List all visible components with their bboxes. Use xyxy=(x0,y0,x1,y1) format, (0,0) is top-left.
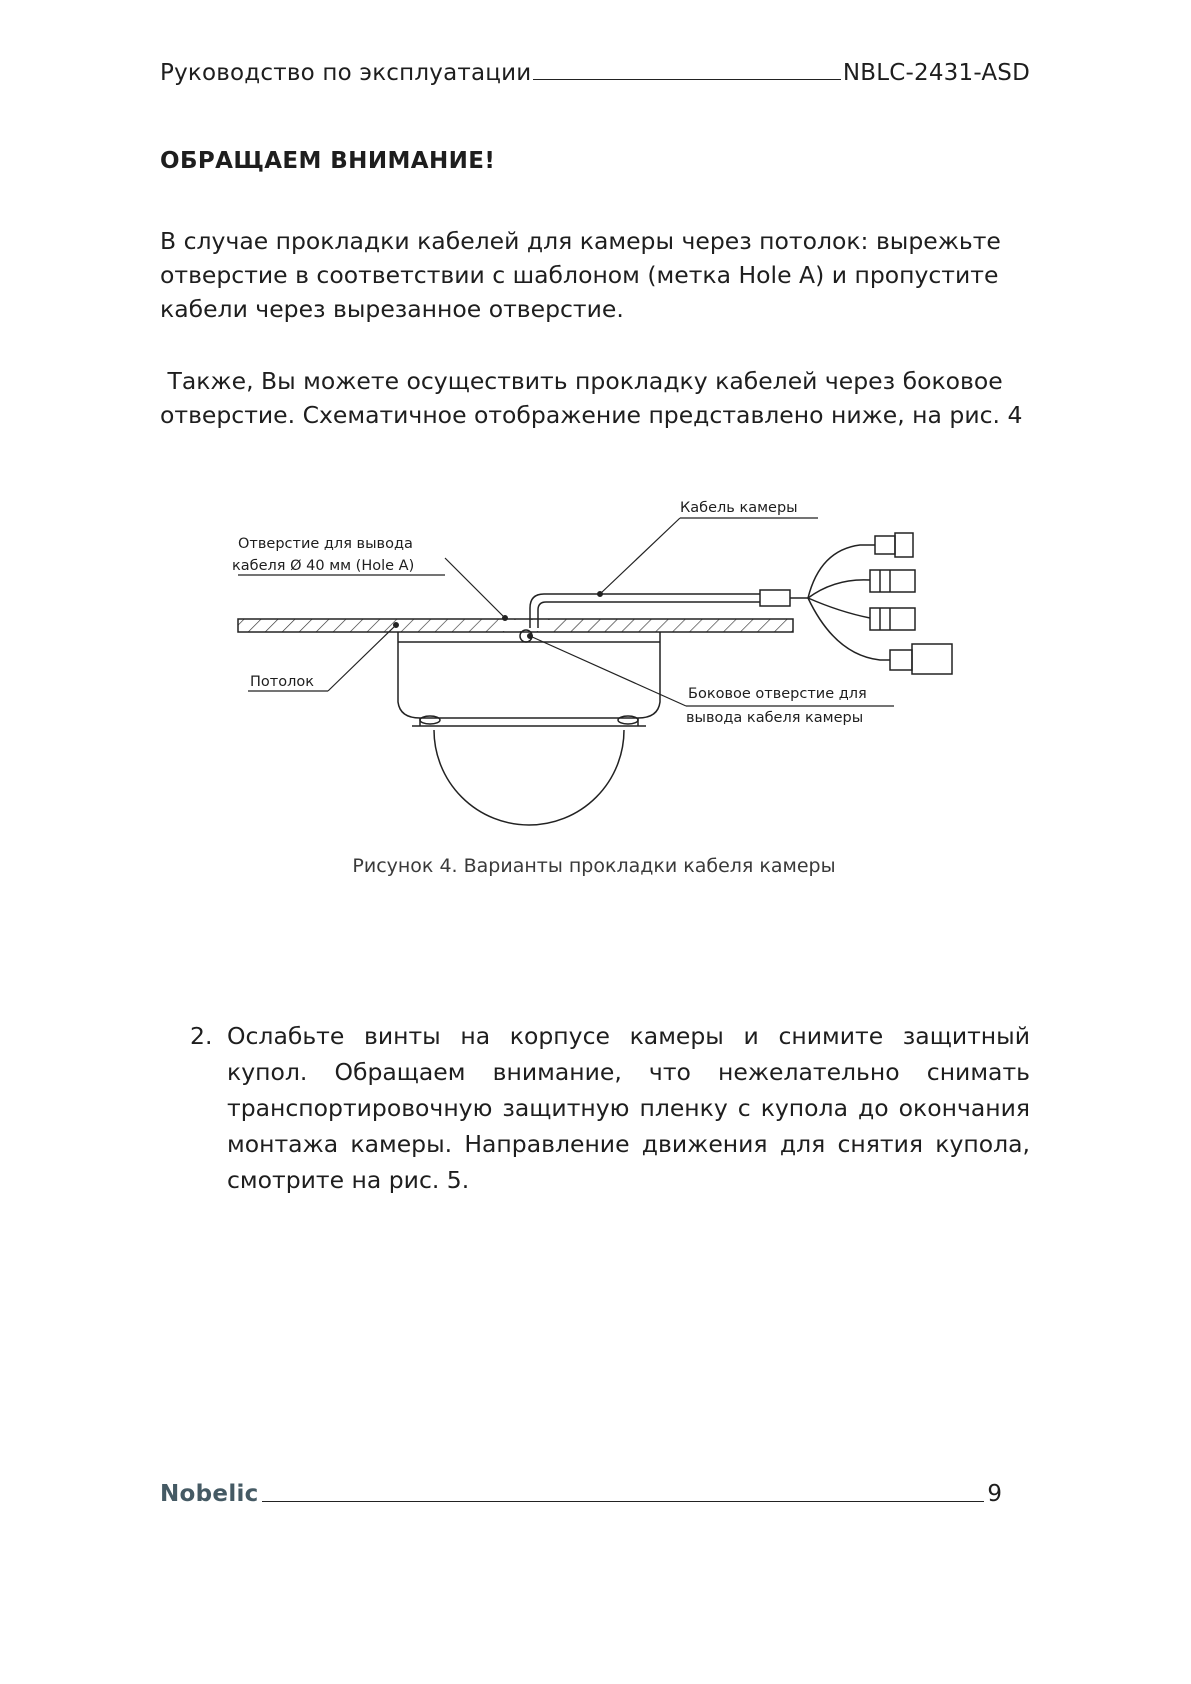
label-side-line1: Боковое отверстие для xyxy=(688,686,867,702)
manual-title: Руководство по эксплуатации xyxy=(160,60,532,86)
label-camera-cable: Кабель камеры xyxy=(680,500,798,516)
cable-routing-diagram xyxy=(220,490,980,840)
notice-title: ОБРАЩАЕМ ВНИМАНИЕ! xyxy=(160,148,496,174)
ceiling-slab xyxy=(238,619,793,632)
notice-paragraph-1: В случае прокладки кабелей для камеры через потолок: вырежьте отверстие в соответствии с шаблоном (метка Hole A) и пропустите кабели через вырезанное отверстие. xyxy=(160,227,1001,323)
step-number: 2. xyxy=(190,1022,213,1050)
label-ceiling: Потолок xyxy=(250,674,314,690)
camera-dome xyxy=(434,730,624,825)
camera-body xyxy=(398,632,660,726)
footer-rule xyxy=(262,1501,985,1502)
label-hole-line2: кабеля Ø 40 мм (Hole A) xyxy=(232,558,415,574)
camera-cable xyxy=(520,590,808,642)
notice-paragraph-2 xyxy=(160,364,1040,432)
step-text: Ослабьте винты на корпусе камеры и снимите защитный купол. Обращаем внимание, что нежелательно снимать транспортировочную защитную пленку с купола до окончания монтажа камеры. Направление движения для снятия купола, смотрите на рис. 5. xyxy=(227,1022,1030,1194)
notice-paragraph-2-text: Также, Вы можете осуществить прокладку кабелей через боковое отверстие. Схематичное отображение представлено ниже, на рис. 4 xyxy=(160,367,1023,429)
label-side-line2: вывода кабеля камеры xyxy=(686,710,864,726)
page-number: 9 xyxy=(987,1481,1002,1507)
page-header xyxy=(160,56,1030,86)
cable-connectors xyxy=(808,533,952,674)
label-hole-line1: Отверстие для вывода xyxy=(238,536,413,552)
header-rule xyxy=(533,79,840,80)
model-number: NBLC-2431-ASD xyxy=(842,60,1030,86)
brand-name: Nobelic xyxy=(160,1481,259,1507)
figure-caption: Рисунок 4. Варианты прокладки кабеля камеры xyxy=(352,855,836,877)
page-footer xyxy=(160,1475,1002,1507)
